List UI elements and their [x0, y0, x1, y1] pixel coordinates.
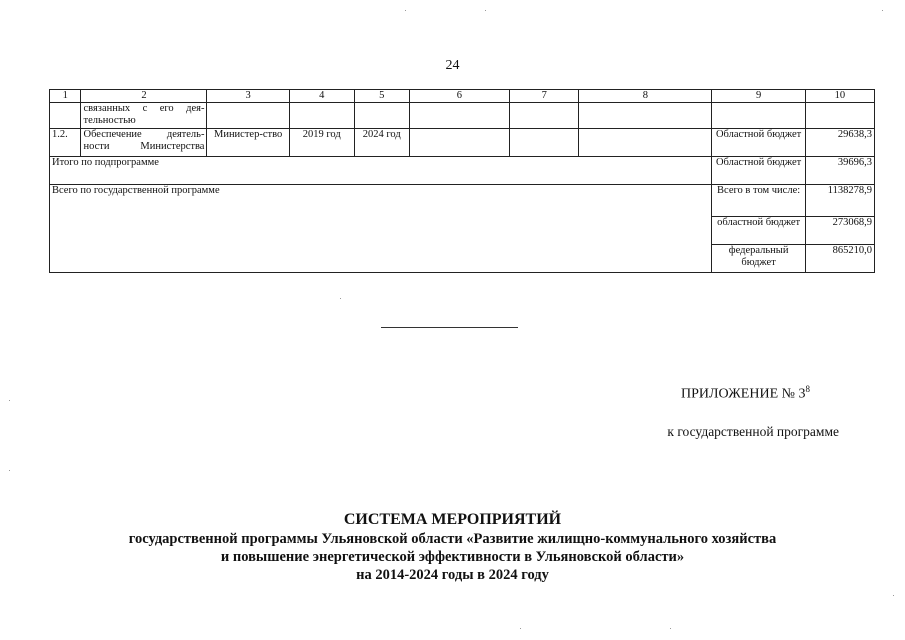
- scan-speck: [9, 400, 10, 401]
- total-row: [50, 185, 875, 217]
- scan-speck: [670, 628, 671, 629]
- row-description: связанных с его дея-тельностью: [81, 103, 207, 129]
- row-end-year: 2024 год: [354, 129, 409, 157]
- table-row: [50, 129, 875, 157]
- col-header: 4: [289, 90, 354, 103]
- table-row: [50, 103, 875, 129]
- col-header: 8: [579, 90, 712, 103]
- subtotal-label: Итого по подпрограмме: [50, 157, 712, 185]
- row-number: 1.2.: [50, 129, 81, 157]
- scan-speck: [520, 628, 521, 629]
- col-header: 1: [50, 90, 81, 103]
- appendix-title-text: ПРИЛОЖЕНИЕ № 3: [681, 386, 806, 402]
- col-header: 10: [805, 90, 874, 103]
- scan-speck: [9, 470, 10, 471]
- scan-speck: [893, 595, 894, 596]
- heading-line: и повышение энергетической эффективности в Ульяновской области»: [220, 549, 685, 565]
- col-header: 5: [354, 90, 409, 103]
- total-amount: 273068,9: [805, 217, 874, 245]
- scan-speck: [485, 10, 486, 11]
- subtotal-row: [50, 157, 875, 185]
- row-funding-source: Областной бюджет: [712, 129, 805, 157]
- total-amount: 1138278,9: [805, 185, 874, 217]
- total-source: областной бюджет: [712, 217, 805, 245]
- document-heading: [0, 510, 905, 584]
- scan-speck: [882, 10, 883, 11]
- total-source: федеральный бюджет: [712, 245, 805, 273]
- row-executor: Министер-ство: [207, 129, 289, 157]
- scan-speck: [340, 298, 341, 299]
- total-source: Всего в том числе:: [712, 185, 805, 217]
- budget-table: [49, 89, 875, 273]
- appendix-subtitle: к государственной программе: [667, 424, 839, 439]
- appendix-title: [681, 384, 810, 403]
- row-description: Обеспечение деятель-ности Министерства: [81, 129, 207, 157]
- appendix-number-superscript: 8: [805, 384, 810, 394]
- row-amount: 29638,3: [805, 129, 874, 157]
- col-header: 9: [712, 90, 805, 103]
- col-header: 3: [207, 90, 289, 103]
- total-amount: 865210,0: [805, 245, 874, 273]
- separator-line: [381, 327, 518, 328]
- col-header: 2: [81, 90, 207, 103]
- table-header-row: [50, 90, 875, 103]
- subtotal-amount: 39696,3: [805, 157, 874, 185]
- heading-line: СИСТЕМА МЕРОПРИЯТИЙ: [343, 511, 562, 528]
- scan-speck: [405, 10, 406, 11]
- heading-line: на 2014-2024 годы в 2024 году: [356, 567, 549, 583]
- total-label: Всего по государственной программе: [50, 185, 712, 273]
- col-header: 7: [510, 90, 579, 103]
- heading-line: государственной программы Ульяновской области «Развитие жилищно-коммунального хозяйства: [128, 531, 777, 547]
- page-number: 24: [445, 58, 460, 73]
- col-header: 6: [409, 90, 510, 103]
- subtotal-source: Областной бюджет: [712, 157, 805, 185]
- row-start-year: 2019 год: [289, 129, 354, 157]
